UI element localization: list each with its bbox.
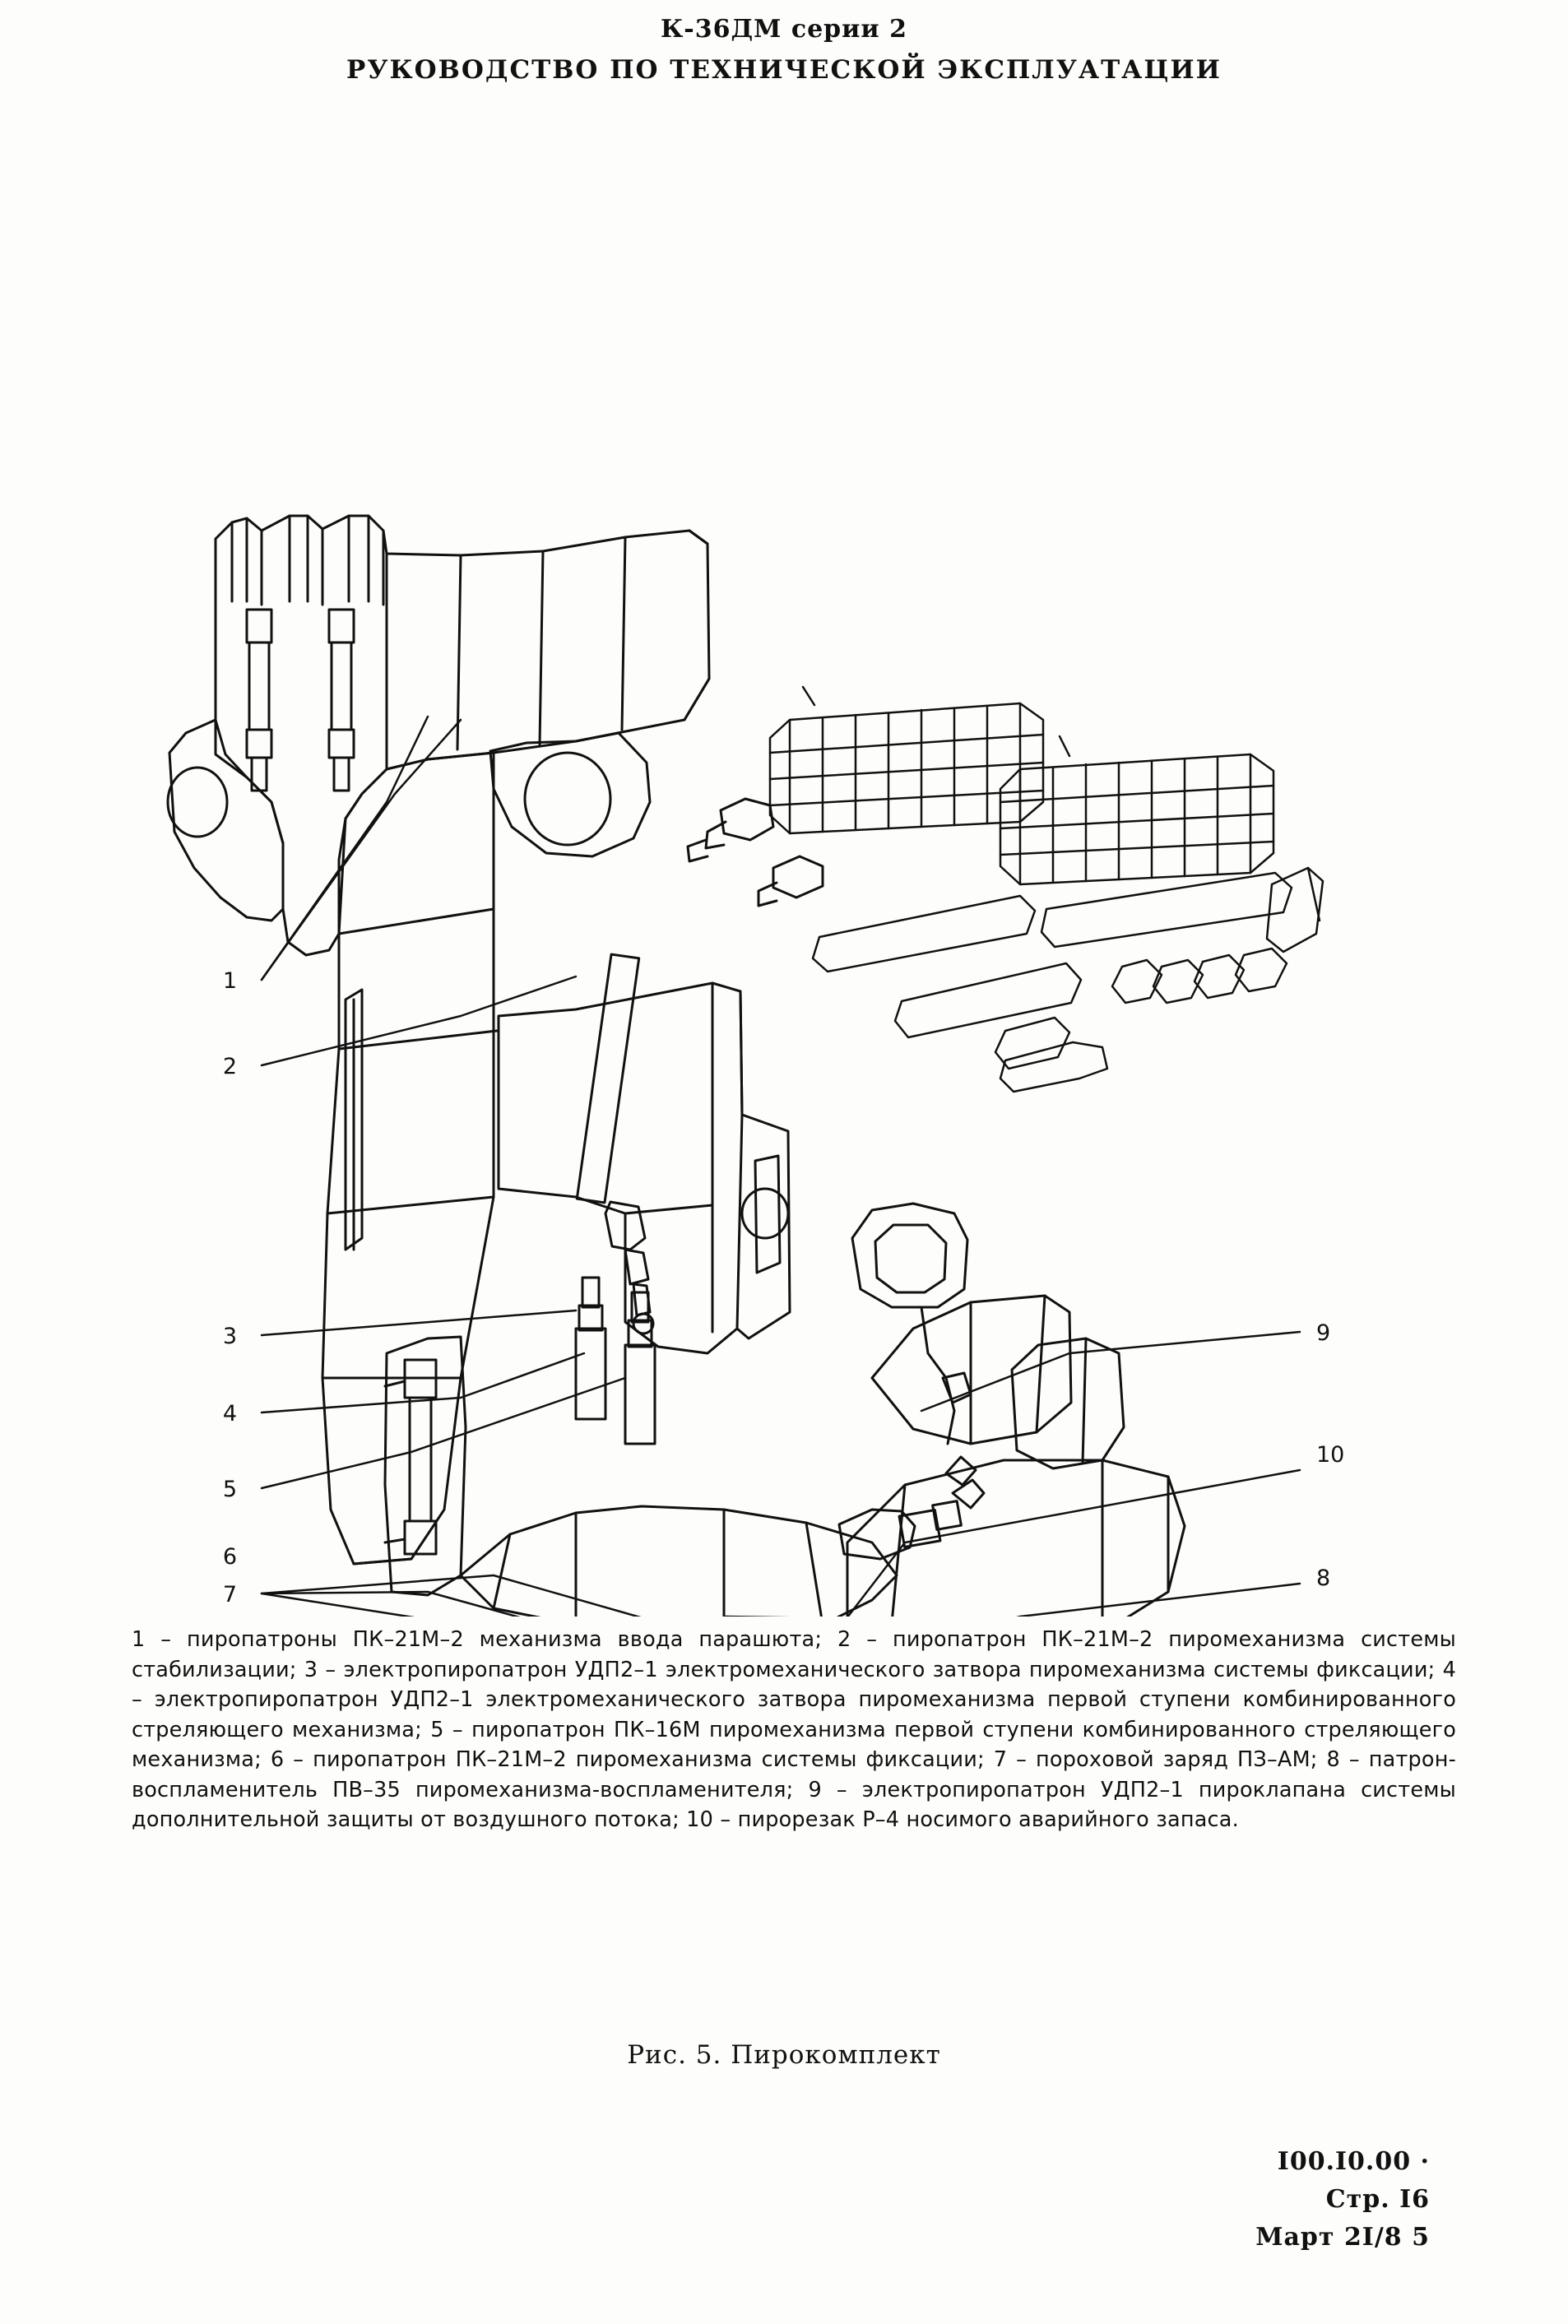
manual-main-title: РУКОВОДСТВО ПО ТЕХНИЧЕСКОЙ ЭКСПЛУАТАЦИИ [346,55,1222,85]
callout-7: 7 [222,1582,237,1607]
figure-title: Рис. 5. Пирокомплект [627,2040,941,2070]
callout-2: 2 [222,1054,237,1079]
callout-1: 1 [222,968,237,994]
figure-caption-text: 1 – пиропатроны ПК–21М–2 механизма ввода парашюта; 2 – пиропатрон ПК–21М–2 пиромеханизма системы стабилизации; 3 – электропиропатрон УДП2–1 электромеханического затвора пиромеханизма системы фиксации; 4 – электропиропатрон УДП2–1 электромеханического затвора пиромеханизма первой ступени комбинированного стреляющего механизма; 5 – пиропатрон ПК–16М пиромеханизма первой ступени комбинированного стреляющего механизма; 6 – пиропатрон ПК–21М–2 пиромеханизма системы фиксации; 7 – пороховой заряд ПЗ–АМ; 8 – патрон-воспламенитель ПВ–35 пиромеханизма-воспламенителя; 9 – электропиропатрон УДП2–1 пироклапана системы дополнительной защиты от воздушного потока; 10 – пирорезак Р–4 носимого аварийного запаса. [132,1627,1456,1832]
callout-5: 5 [222,1477,237,1502]
figure-caption [132,1625,1456,1835]
callout-3: 3 [222,1324,237,1349]
page-footer [1255,2143,1430,2257]
figure-illustration [0,144,1568,1617]
page-header [0,15,1568,85]
callout-8: 8 [1316,1566,1331,1591]
document-number: I00.I0.00 · [1277,2147,1430,2176]
callout-6: 6 [222,1544,237,1570]
document-date: Март 2I/8 5 [1255,2223,1430,2252]
callout-9: 9 [1316,1320,1331,1346]
callout-10: 10 [1316,1442,1345,1468]
manual-model-title: К-36ДМ серии 2 [661,15,907,44]
page-number: Стр. I6 [1325,2185,1430,2214]
callout-4: 4 [222,1401,237,1426]
